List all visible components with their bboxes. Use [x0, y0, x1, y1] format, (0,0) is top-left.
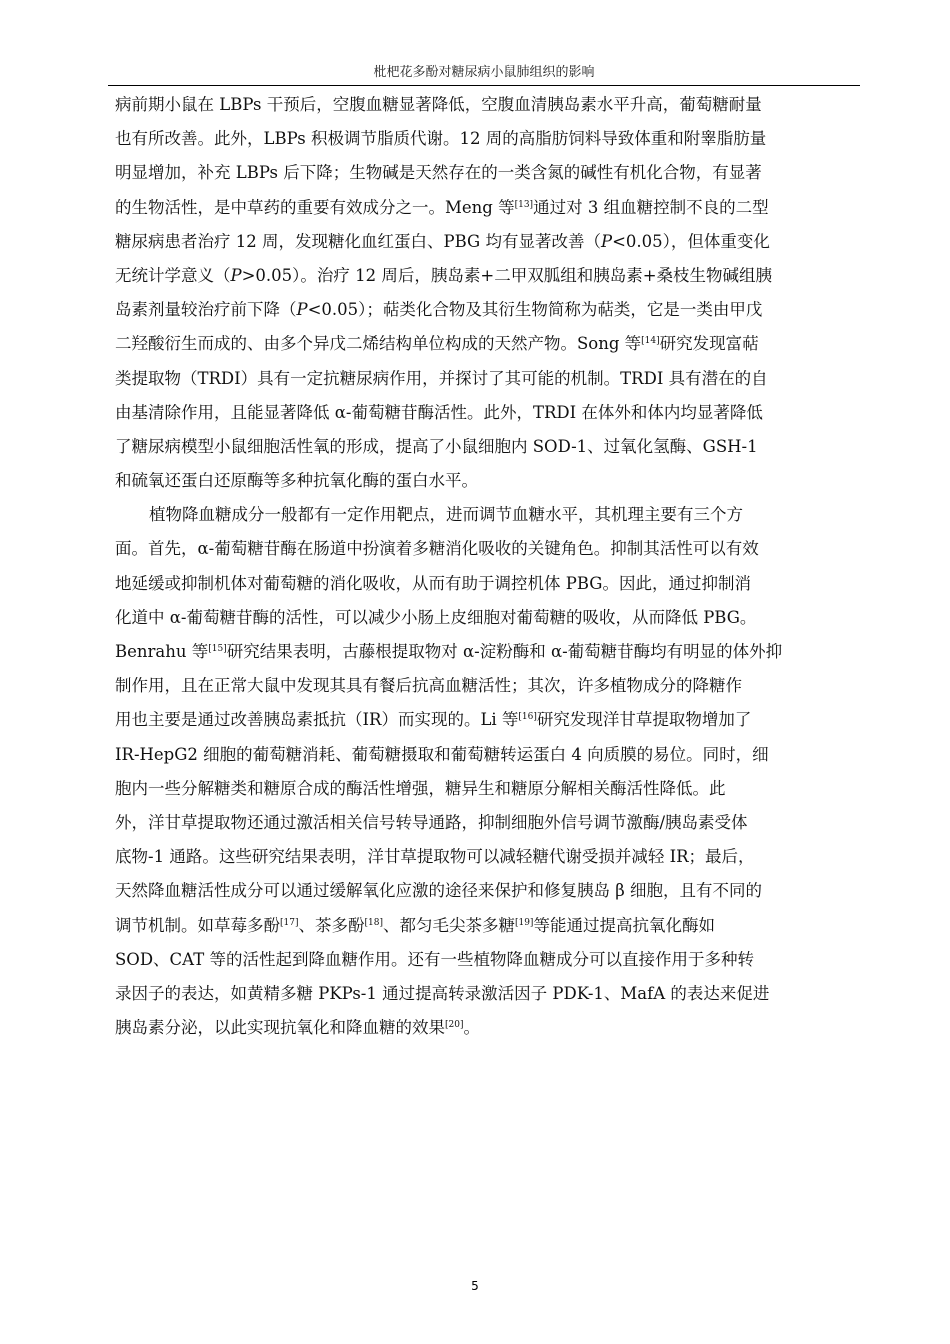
text-run: 研究发现洋甘草提取物增加了	[536, 710, 752, 730]
text-run: 了糖尿病模型小鼠细胞活性氧的形成，提高了小鼠细胞内 SOD-1、过氧化氢酶、GSH-1	[115, 436, 758, 456]
text-line	[115, 464, 860, 498]
text-line	[115, 1011, 860, 1045]
text-line	[115, 738, 860, 772]
text-run: >0.05）。治疗 12 周后，胰岛素+二甲双胍组和胰岛素+桑枝生物碱组胰	[241, 265, 773, 285]
text-line	[115, 396, 860, 430]
text-run: 类提取物（TRDI）具有一定抗糖尿病作用，并探讨了其可能的机制。TRDI 具有潜在的自	[115, 368, 768, 388]
italic-symbol: P	[600, 231, 613, 251]
text-line	[115, 225, 860, 259]
text-line	[115, 259, 860, 293]
text-run: 由基清除作用，且能显著降低 α-葡萄糖苷酶活性。此外，TRDI 在体外和体内均显著降低	[115, 402, 763, 422]
text-run: 制作用，且在正常大鼠中发现其具有餐后抗高血糖活性；其次，许多植物成分的降糖作	[115, 676, 742, 696]
text-line	[115, 703, 860, 737]
text-line	[115, 669, 860, 703]
text-run: 二羟酸衍生而成的、由多个异戊二烯结构单位构成的天然产物。Song 等	[115, 334, 642, 354]
text-run: 糖尿病患者治疗 12 周，发现糖化血红蛋白、PBG 均有显著改善（	[115, 231, 601, 251]
paragraph-1	[115, 88, 860, 498]
text-line	[115, 327, 860, 361]
text-run: 面。首先，α-葡萄糖苷酶在肠道中扮演着多糖消化吸收的关键角色。抑制其活性可以有效	[115, 539, 759, 559]
text-line	[115, 567, 860, 601]
text-run: 的生物活性，是中草药的重要有效成分之一。Meng 等	[115, 197, 515, 217]
text-line	[115, 772, 860, 806]
text-run: 岛素剂量较治疗前下降（	[115, 300, 297, 320]
text-line	[115, 635, 860, 669]
text-line	[115, 943, 860, 977]
text-run: <0.05）；萜类化合物及其衍生物简称为萜类，它是一类由甲戊	[307, 300, 763, 320]
text-run: 也有所改善。此外，LBPs 积极调节脂质代谢。12 周的高脂肪饲料导致体重和附睾脂肪量	[115, 129, 767, 149]
body-text	[115, 88, 860, 1045]
text-line	[115, 293, 860, 327]
text-line	[115, 874, 860, 908]
citation-ref: [18]	[364, 917, 383, 928]
italic-symbol: P	[230, 265, 242, 285]
text-run: 病前期小鼠在 LBPs 干预后，空腹血糖显著降低，空腹血清胰岛素水平升高，葡萄糖耐量	[115, 95, 762, 114]
text-run: 明显增加，补充 LBPs 后下降；生物碱是天然存在的一类含氮的碱性有机化合物，有显著	[115, 163, 762, 183]
citation-ref: [16]	[518, 712, 537, 723]
text-run: 植物降血糖成分一般都有一定作用靶点，进而调节血糖水平，其机理主要有三个方	[149, 505, 743, 525]
text-line	[115, 840, 860, 874]
text-run: 胞内一些分解糖类和糖原合成的酶活性增强，糖异生和糖原分解相关酶活性降低。此	[115, 778, 726, 798]
citation-ref: [17]	[280, 917, 299, 928]
text-run: 研究结果表明，古藤根提取物对 α-淀粉酶和 α-葡萄糖苷酶均有明显的体外抑	[226, 642, 783, 661]
running-header-title: 枇杷花多酚对糖尿病小鼠肺组织的影响	[373, 65, 595, 80]
text-run: 等能通过提高抗氧化酶如	[533, 915, 715, 935]
text-line	[115, 909, 860, 943]
text-run: 研究发现富萜	[659, 334, 759, 354]
citation-ref: [14]	[641, 336, 660, 347]
paragraph-2	[115, 498, 860, 1045]
italic-symbol: P	[296, 300, 308, 320]
text-run: 调节机制。如草莓多酚	[115, 915, 280, 935]
text-run: 录因子的表达，如黄精多糖 PKPs-1 通过提高转录激活因子 PDK-1、MafA 的表达来促进	[115, 983, 770, 1003]
text-line	[115, 498, 860, 532]
citation-ref: [15]	[208, 644, 227, 654]
text-run: 天然降血糖活性成分可以通过缓解氧化应激的途径来保护和修复胰岛 β 细胞，且有不同的	[115, 881, 763, 901]
text-line	[115, 191, 860, 225]
text-run: IR-HepG2 细胞的葡萄糖消耗、葡萄糖摄取和葡萄糖转运蛋白 4 向质膜的易位。同时，细	[115, 744, 769, 764]
citation-ref: [20]	[445, 1020, 464, 1031]
text-line	[115, 156, 860, 190]
text-run: 。	[463, 1018, 480, 1038]
text-run: 无统计学意义（	[115, 265, 231, 285]
text-run: 、茶多酚	[298, 915, 365, 935]
text-run: 、都匀毛尖茶多糖	[382, 915, 515, 935]
header-rule	[108, 85, 860, 86]
text-line	[115, 601, 860, 635]
page-number: 5	[471, 1279, 479, 1293]
text-line	[115, 977, 860, 1011]
citation-ref: [13]	[514, 199, 534, 210]
text-run: 用也主要是通过改善胰岛素抵抗（IR）而实现的。Li 等	[115, 710, 519, 730]
text-run: <0.05），但体重变化	[612, 231, 770, 251]
text-run: 底物-1 通路。这些研究结果表明，洋甘草提取物可以减轻糖代谢受损并减轻 IR；最后，	[115, 847, 755, 867]
text-line	[115, 362, 860, 396]
text-run: SOD、CAT 等的活性起到降血糖作用。还有一些植物降血糖成分可以直接作用于多种转	[115, 949, 754, 969]
text-line	[115, 122, 860, 156]
text-line	[115, 430, 860, 464]
text-line	[115, 806, 860, 840]
text-run: Benrahu 等	[115, 642, 209, 661]
text-run: 胰岛素分泌，以此实现抗氧化和降血糖的效果	[115, 1018, 445, 1038]
citation-ref: [19]	[514, 917, 534, 928]
text-run: 化道中 α-葡萄糖苷酶的活性，可以减少小肠上皮细胞对葡萄糖的吸收，从而降低 PBG。	[115, 607, 757, 627]
text-run: 通过对 3 组血糖控制不良的二型	[533, 197, 769, 217]
text-run: 外，洋甘草提取物还通过激活相关信号转导通路，抑制细胞外信号调节激酶/胰岛素受体	[115, 812, 748, 832]
text-line	[115, 532, 860, 566]
text-run: 地延缓或抑制机体对葡萄糖的消化吸收，从而有助于调控机体 PBG。因此，通过抑制消	[115, 573, 751, 593]
text-line	[115, 88, 860, 122]
text-run: 和硫氧还蛋白还原酶等多种抗氧化酶的蛋白水平。	[115, 471, 478, 491]
